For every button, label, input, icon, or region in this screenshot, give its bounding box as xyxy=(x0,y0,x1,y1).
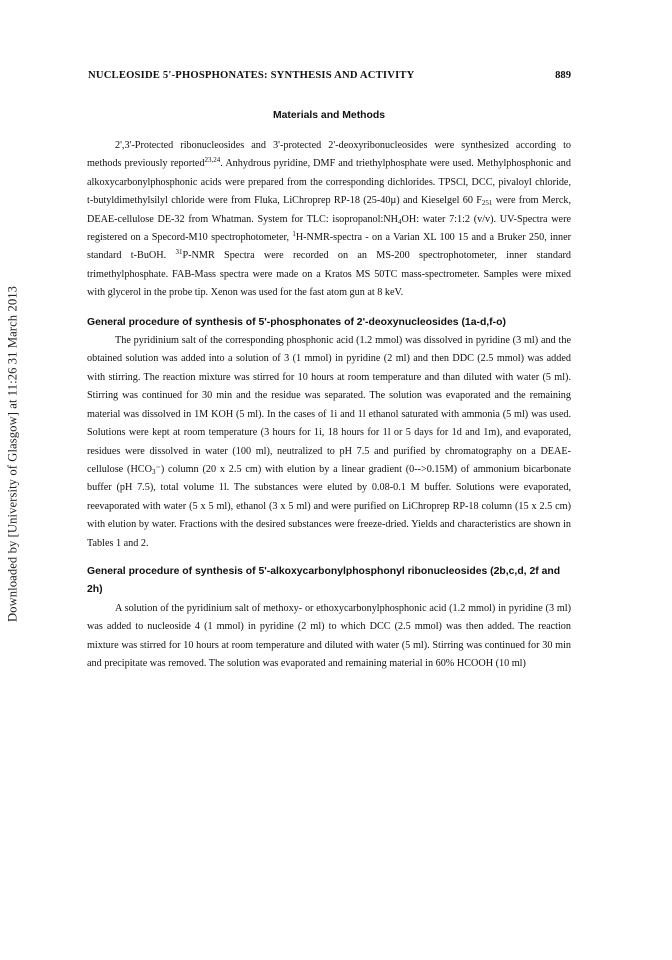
section-title: Materials and Methods xyxy=(272,110,385,121)
materials-sub-1: 251 xyxy=(481,199,493,208)
subsection-1-text-1: The pyridinium salt of the corresponding phosphonic acid (1.2 mmol) was dissolved in pyridine (3 ml) and the obtained solution was added into a solution of 3 (1 mmol) in pyridine (2 ml) and then DDC (2.5 mmol) was added with stirring. The reaction mixture was stirred for 10 hours at room temperature and than diluted with water (5 ml). Stirring was continued for 30 min and the residue was separated. The solution was evaporated and the remaining material was dissolved in 1M KOH (5 ml). In the cases of 1i and 1l ethanol saturated with ammonia (5 ml) was used. Solutions were kept at room temperature (3 hours for 1i, 18 hours for 1l or 5 days for 1d and 1m), and evaporated, residues were dissolved in water (100 ml), neutralized to pH 7.5 and purified by chromatography on a DEAE-cellulose (HCO xyxy=(87,335,571,475)
materials-sup-3: 31 xyxy=(175,248,183,257)
subsection-1-paragraph xyxy=(87,332,571,553)
materials-ref: 23,24 xyxy=(204,156,221,165)
materials-text-1: 2',3'-Protected ribonucleosides and 3'-protected 2'-deoxyribonucleosides were synthesized according to methods previously reported xyxy=(87,140,571,170)
subsection-1-text-2: ⁻) column (20 x 2.5 cm) with elution by a linear gradient (0-->0.15M) of ammonium bicarbonate buffer (pH 7.5), total volume 1l. The substances were eluted by 0.08-0.1 M buffer. Solutions were evaporated, reevaporated with water (5 x 5 ml), ethanol (3 x 5 ml) and were purified on LiChroprep RP-18 column (15 x 2.5 cm) with elution by water. Fractions with the desired substances were freeze-dried. Yields and characteristics are shown in Tables 1 and 2. xyxy=(87,463,571,549)
materials-text-2: . Anhydrous pyridine, DMF and triethylphosphate were used. Methylphosphonic and alkoxycarbonylphosphonic acids were prepared from the corresponding dichlorides. TPSCl, DCC, pivaloyl chloride, t-butyldimethylsilyl chloride were from Fluka, LiChroprep RP-18 (25-40µ) and Kieselgel 60 F xyxy=(87,158,571,207)
running-header xyxy=(87,70,571,92)
materials-sup-2: 1 xyxy=(292,230,296,239)
subsection-2-paragraph: A solution of the pyridinium salt of methoxy- or ethoxycarbonylphosphonic acid (1.2 mmol) in pyridine (3 ml) was added to nucleoside 4 (1 mmol) in pyridine (2 ml) to which DCC (2.5 mmol) was then added. The reaction mixture was stirred for 10 hours at room temperature and diluted with water (5 ml). Stirring was continued for 30 min and precipitate was removed. The solution was evaporated and remaining material in 60% HCOOH (10 ml) xyxy=(87,602,571,669)
materials-text-6: P-NMR Spectra were recorded on an MS-200 spectrophotometer, inner standard trimethylphosphate. FAB-Mass spectra were made on a Kratos MS 50TC mass-spectrometer. Samples were mixed with glycerol in the probe tip. Xenon was used for the fast atom gun at 8 keV. xyxy=(87,250,571,299)
materials-text-3: were from Merck, DEAE-cellulose DE-32 from Whatman. System for TLC: isopropanol:NH xyxy=(87,195,572,225)
subsection-2-title: General procedure of synthesis of 5'-alkoxycarbonylphosphonyl ribonucleosides (2b,c,d, 2f and 2h) xyxy=(87,565,561,596)
materials-text-5: H-NMR-spectra - on a Varian XL 100 15 and a Bruker 250, inner standard t-BuOH. xyxy=(87,232,571,262)
download-watermark-text: Downloaded by [University of Glasgow] at 11:26 31 March 2013 xyxy=(5,285,20,622)
materials-paragraph xyxy=(87,137,571,303)
materials-sub-2: 4 xyxy=(398,217,402,226)
materials-text-4: OH: water 7:1:2 (v/v). UV-Spectra were registered on a Specord-M10 spectrophotometer, xyxy=(87,213,571,244)
running-title: NUCLEOSIDE 5'-PHOSPHONATES: SYNTHESIS AND ACTIVITY xyxy=(88,70,415,81)
page-number: 889 xyxy=(555,70,571,81)
download-watermark xyxy=(5,286,21,621)
page-body xyxy=(87,70,571,673)
subsection-1-sub: 3 xyxy=(151,467,156,476)
subsection-1-title: General procedure of synthesis of 5'-phosphonates of 2'-deoxynucleosides (1a-d,f-o) xyxy=(87,316,506,328)
